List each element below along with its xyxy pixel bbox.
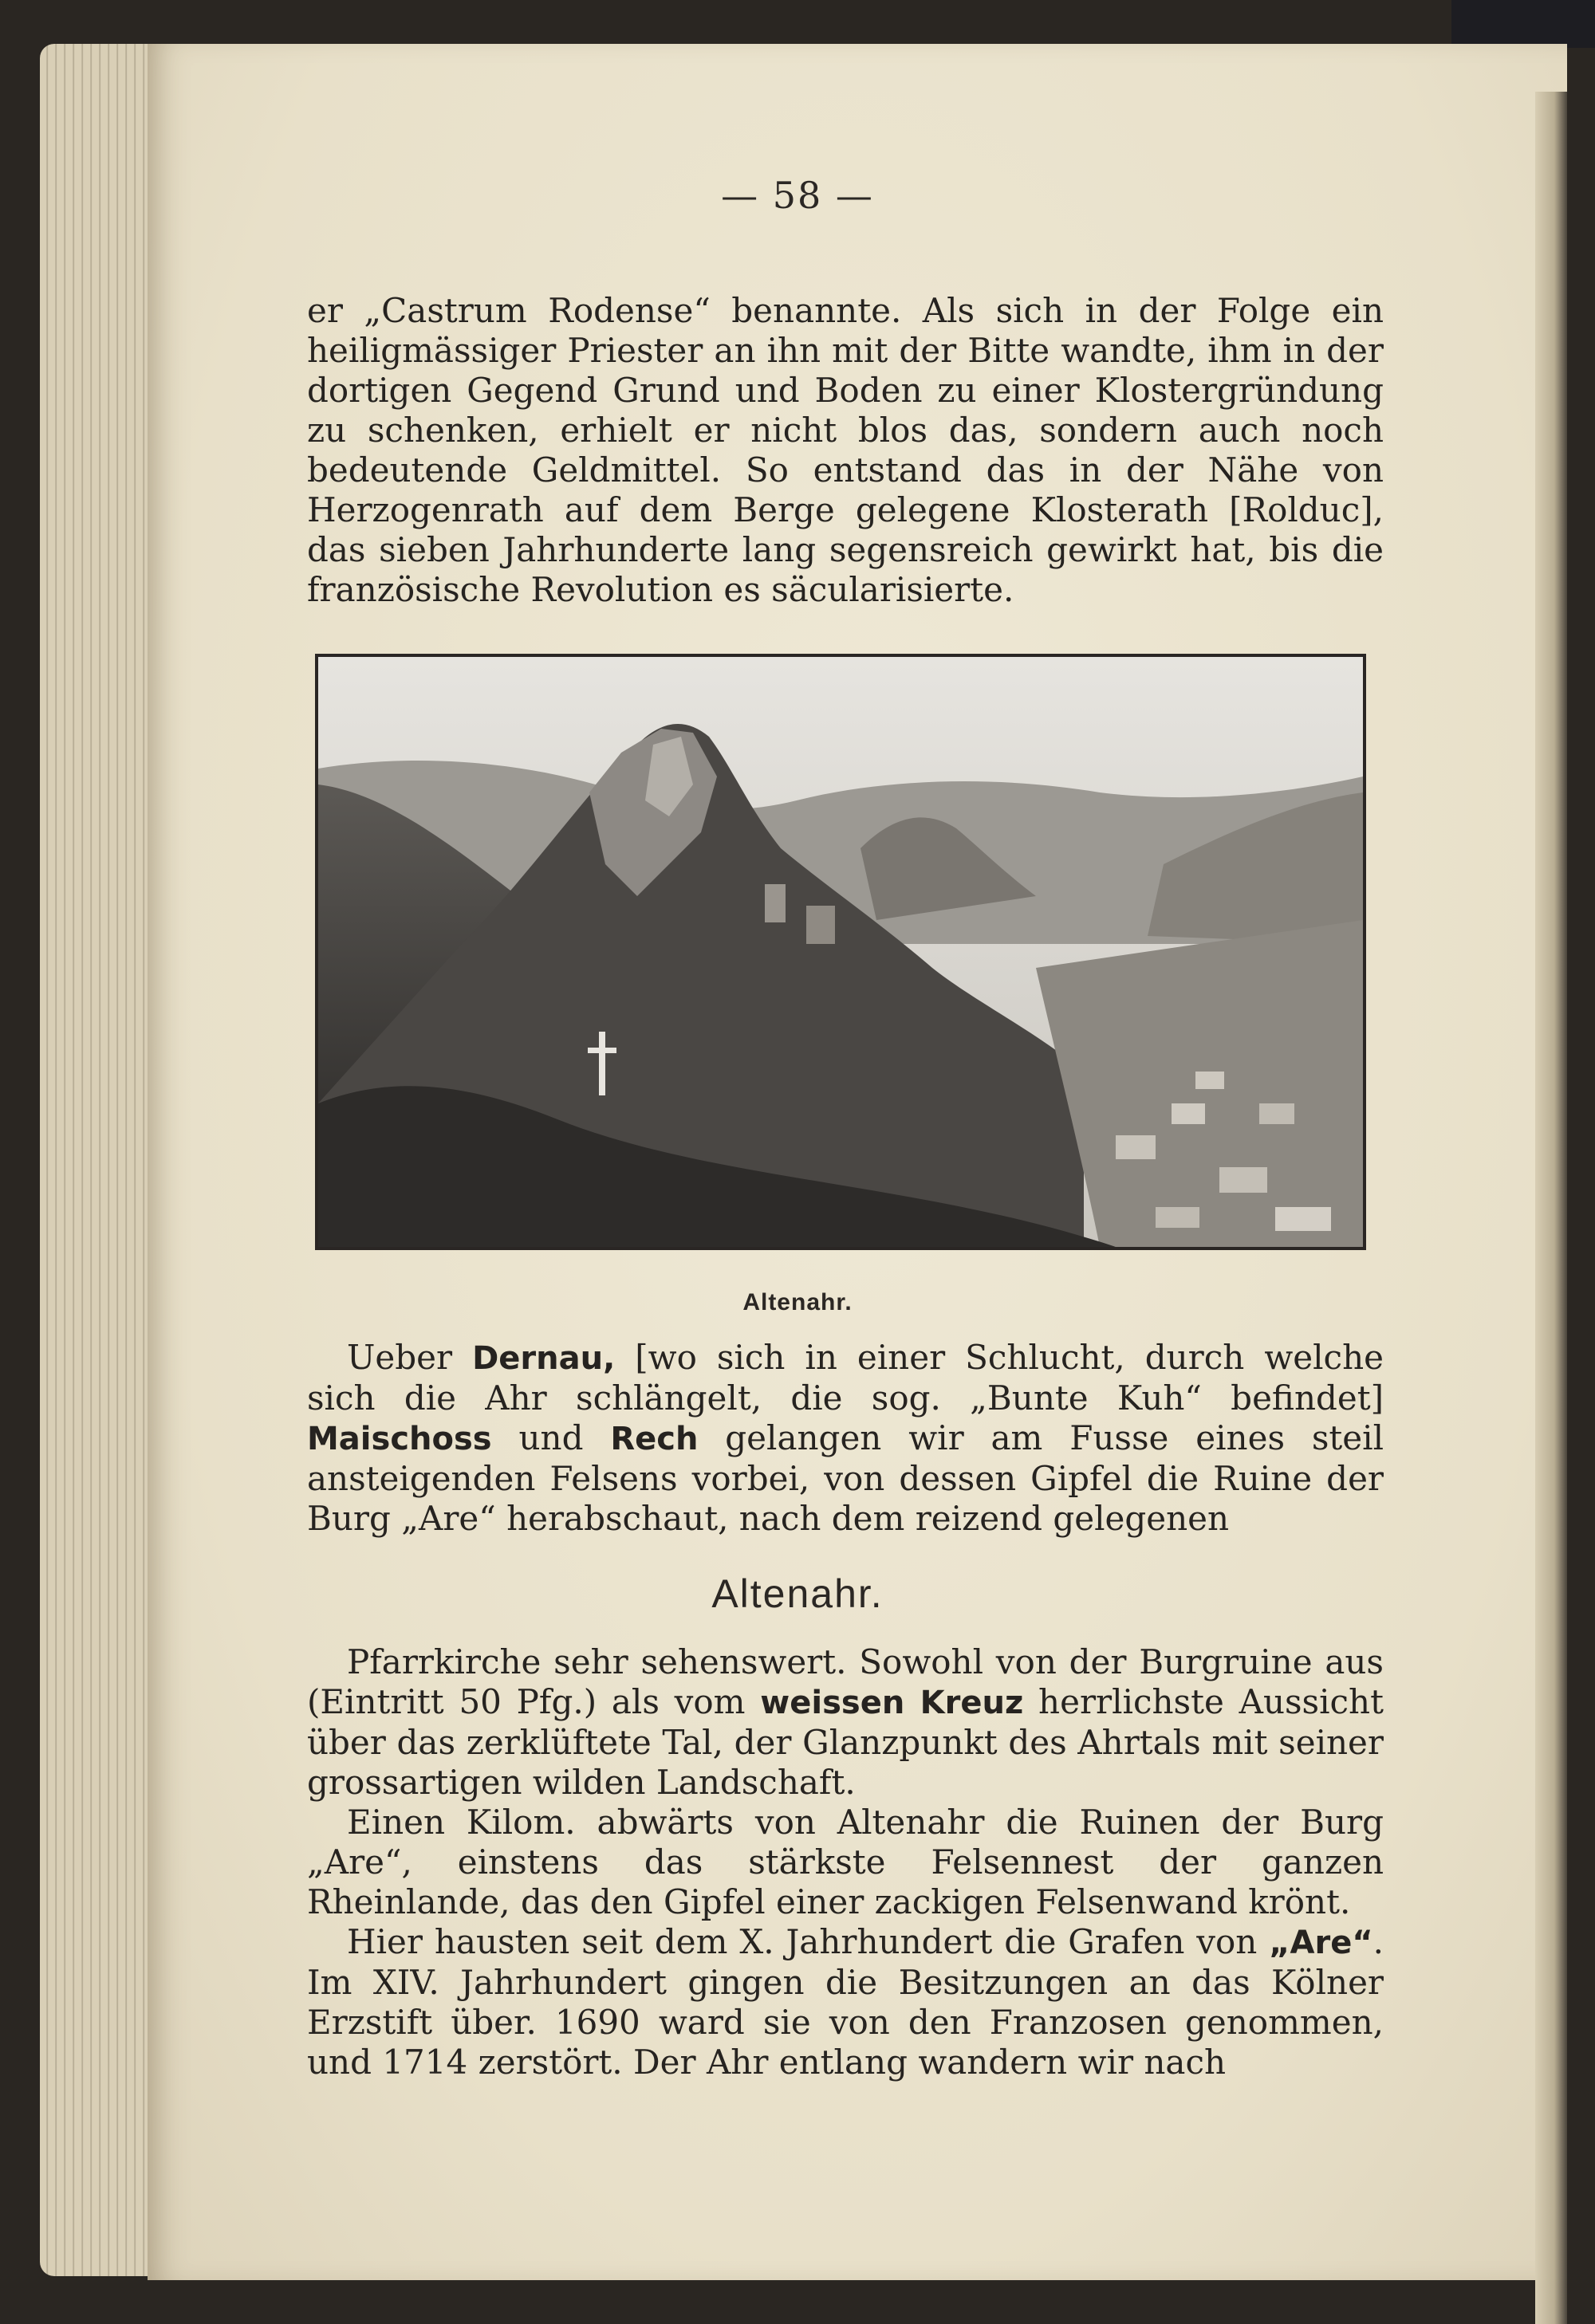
landscape-image — [318, 657, 1363, 1247]
paragraph-grafen-are — [307, 1922, 1384, 2082]
text-span: [wo sich in einer Schlucht, durch welche sich die Ahr schlängelt, die sog. „Bunte Kuh“ befindet] — [307, 1338, 1384, 1418]
text-span: gelangen wir am Fusse eines steil ansteigenden Felsens vorbei, von dessen Gipfel die Ruine der Burg „Are“ herabschaut, nach dem reizend gelegenen — [307, 1418, 1384, 1538]
paragraph-burg-are: Einen Kilom. abwärts von Altenahr die Ruinen der Burg „Are“, einstens das stärkste Felsennest der ganzen Rheinlande, das den Gipfel einer zackigen Felsenwand krönt. — [307, 1803, 1384, 1921]
place-name-are: „Are“ — [1269, 1925, 1373, 1961]
text-span: Pfarrkirche sehr sehenswert. Sowohl von der Burgruine aus (Eintritt 50 Pfg.) als vom — [307, 1642, 1384, 1721]
paragraph-pfarrkirche — [307, 1642, 1384, 1803]
page-gutter-shadow — [1535, 92, 1567, 2324]
text-span: und — [491, 1418, 611, 1457]
book-cover-corner — [1451, 0, 1595, 48]
paragraph-castrum-rodense — [307, 291, 1384, 610]
section-heading-altenahr: Altenahr. — [711, 1571, 884, 1616]
paragraph-text — [307, 1338, 1384, 1539]
text-span: herrlichste Aussicht über das zerklüftete Tal, der Glanzpunkt des Ahrtals mit seiner grossartigen wilden Landschaft. — [307, 1682, 1384, 1802]
place-name-rech: Rech — [610, 1421, 699, 1457]
page-number: — 58 — — [721, 174, 874, 217]
paragraph-altenahr — [307, 1642, 1384, 2082]
place-name-weisses-kreuz: weissen Kreuz — [760, 1685, 1024, 1721]
place-name-maischoss: Maischoss — [307, 1421, 492, 1457]
altenahr-photograph — [315, 654, 1366, 1250]
text-span: Ueber — [347, 1338, 473, 1377]
paragraph-dernau — [307, 1338, 1384, 1539]
place-name-dernau: Dernau, — [472, 1340, 616, 1377]
photo-caption: Altenahr. — [742, 1289, 853, 1315]
text-span: . Im XIV. Jahrhundert gingen die Besitzungen an das Kölner Erzstift über. 1690 ward sie von den Franzosen genommen, und 1714 zerstört. Der Ahr entlang wandern wir nach — [307, 1922, 1384, 2082]
text-span: Hier hausten seit dem X. Jahrhundert die Grafen von — [347, 1922, 1270, 1961]
paragraph-text: er „Castrum Rodense“ benannte. Als sich in der Folge ein heiligmässiger Priester an ihn mit der Bitte wandte, ihm in der dortigen Gegend Grund und Boden zu einer Klostergründung zu schenken, erhielt er nicht blos das, sondern auch noch bedeutende Geldmittel. So entstand das in der Nähe von Herzogenrath auf dem Berge gelegene Klosterath [Rolduc], das sieben Jahrhunderte lang segensreich gewirkt hat, bis die französische Revolution es säcularisierte. — [307, 291, 1384, 609]
